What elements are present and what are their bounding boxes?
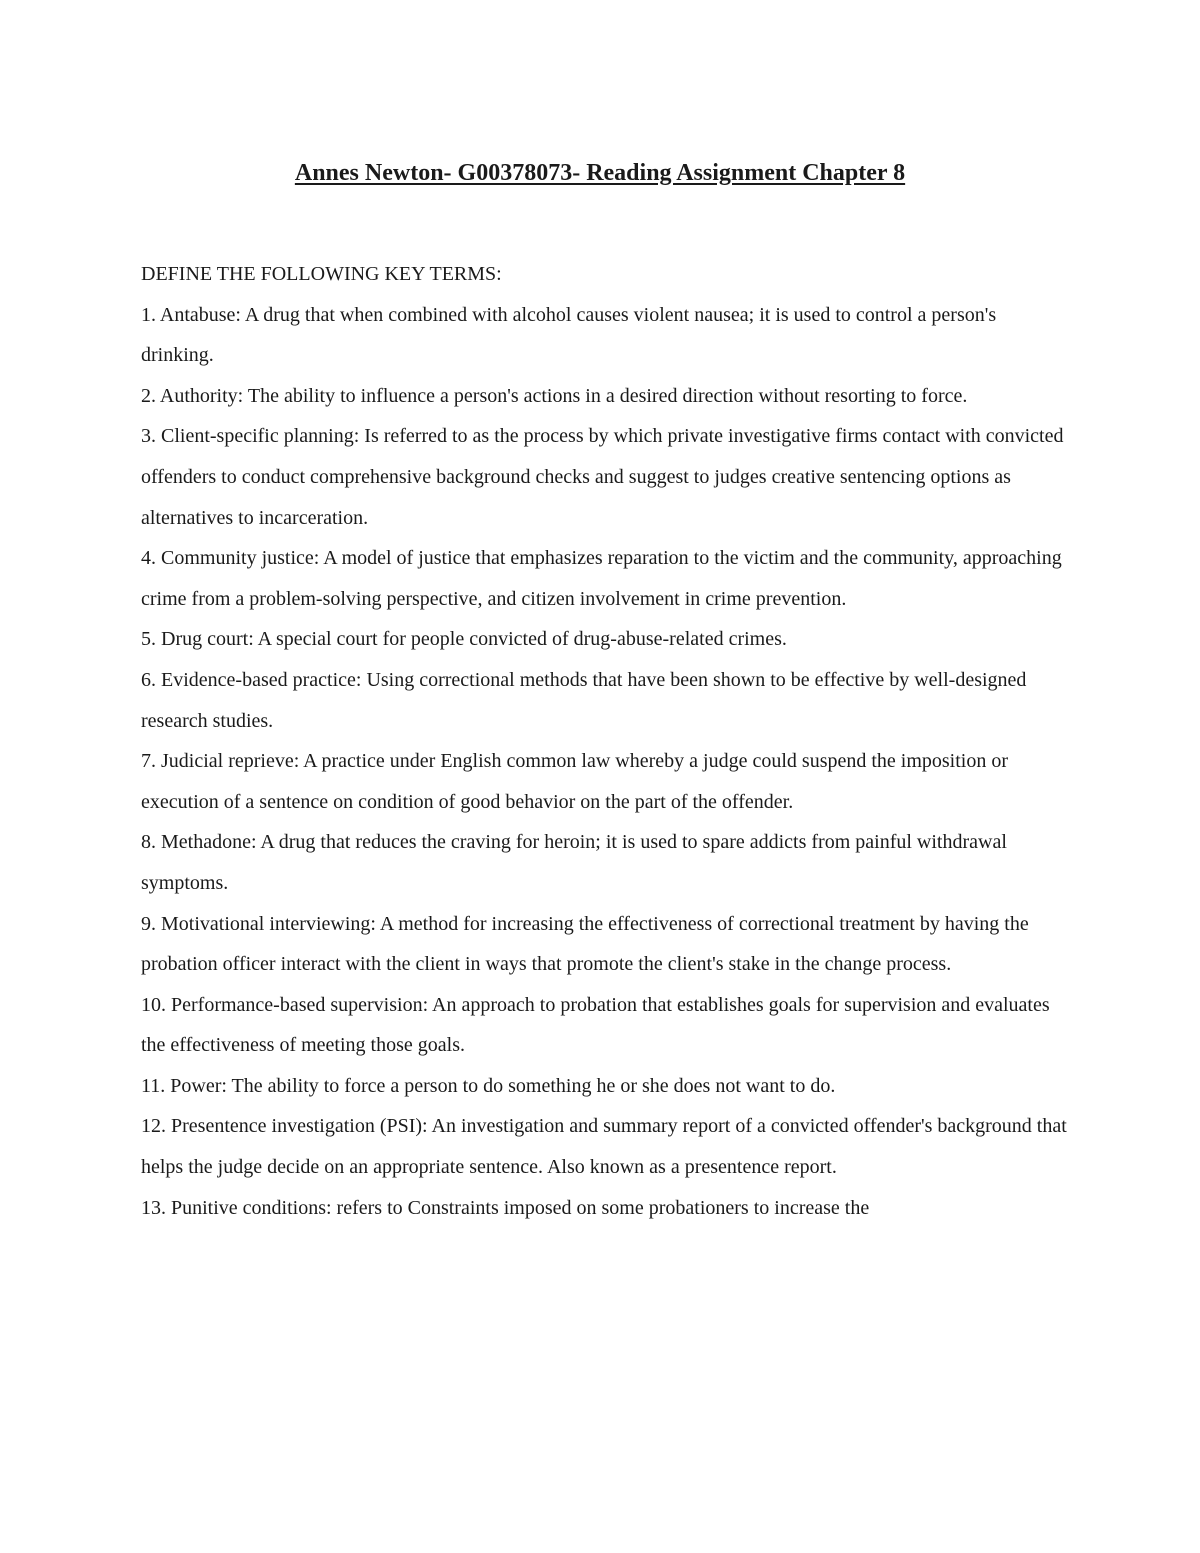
instruction-line: DEFINE THE FOLLOWING KEY TERMS: [141, 263, 502, 285]
term-definition: 10. Performance-based supervision: An approach to probation that establishes goals for supervision and evaluates the effectiveness of meeting those goals. [141, 993, 1050, 1057]
term-definition: 3. Client-specific planning: Is referred to as the process by which private investigative firms contact with convicted offenders to conduct comprehensive background checks and suggest to judges creative sentencing options as alternatives to incarceration. [141, 425, 1064, 529]
term-definition: 8. Methadone: A drug that reduces the craving for heroin; it is used to spare addicts from painful withdrawal symptoms. [141, 831, 1007, 894]
term-definition: 11. Power: The ability to force a person to do something he or she does not want to do. [141, 1074, 836, 1097]
term-definition: 13. Punitive conditions: refers to Constraints imposed on some probationers to increase the [141, 1196, 870, 1219]
term-definition: 7. Judicial reprieve: A practice under English common law whereby a judge could suspend the imposition or execution of a sentence on condition of good behavior on the part of the offender. [141, 750, 1009, 813]
document-body [141, 254, 1071, 1228]
term-definition: 12. Presentence investigation (PSI): An investigation and summary report of a convicted offender's background that helps the judge decide on an appropriate sentence. Also known as a presentence report. [141, 1115, 1067, 1179]
document-title: Annes Newton- G00378073- Reading Assignment Chapter 8 [294, 160, 906, 186]
term-definition: 9. Motivational interviewing: A method for increasing the effectiveness of correctional treatment by having the probation officer interact with the client in ways that promote the client's stake in the change process. [141, 912, 1029, 976]
term-definition: 2. Authority: The ability to influence a person's actions in a desired direction without resorting to force. [141, 384, 968, 407]
term-definition: 1. Antabuse: A drug that when combined with alcohol causes violent nausea; it is used to control a person's drinking. [141, 303, 997, 367]
term-definition: 5. Drug court: A special court for people convicted of drug-abuse-related crimes. [141, 628, 787, 651]
term-definition: 6. Evidence-based practice: Using correctional methods that have been shown to be effective by well-designed research studies. [141, 668, 1027, 732]
term-definition: 4. Community justice: A model of justice that emphasizes reparation to the victim and the community, approaching crime from a problem-solving perspective, and citizen involvement in crime prevention. [141, 547, 1062, 610]
